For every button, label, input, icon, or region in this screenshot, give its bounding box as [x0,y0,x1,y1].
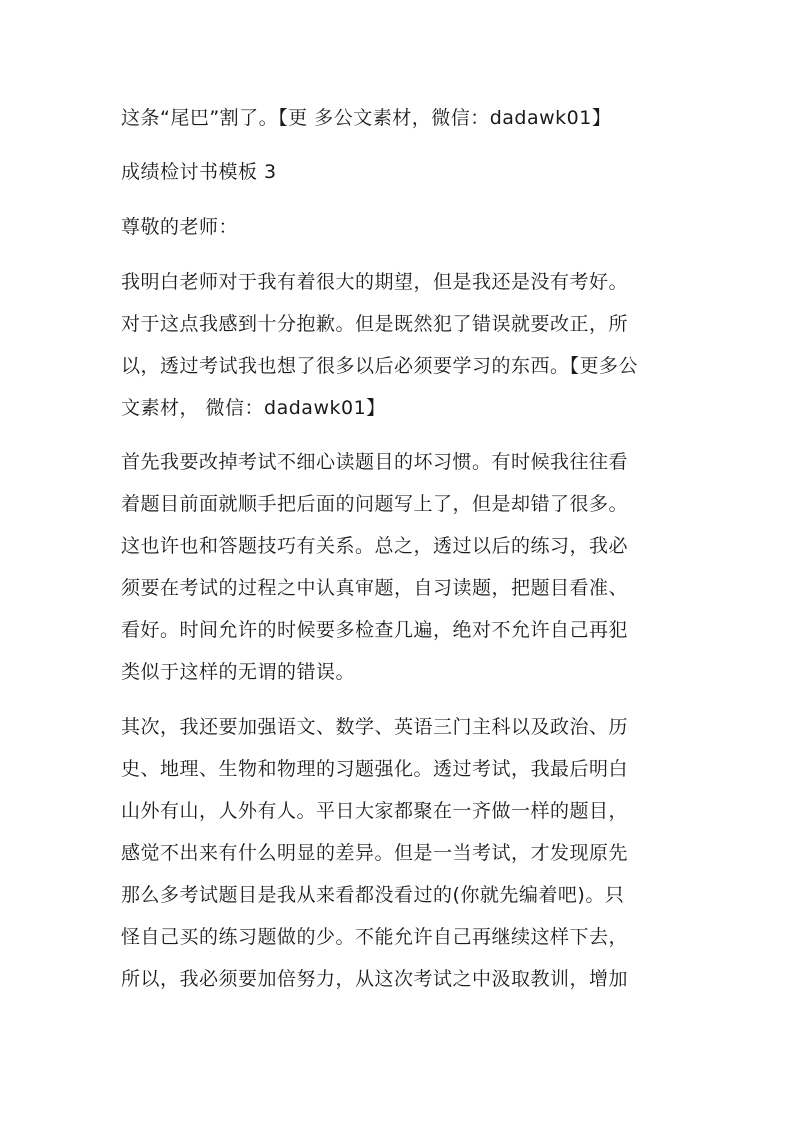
text-line: 以，透过考试我也想了很多以后必须要学习的东西。【更多公 [121,355,639,377]
text-line: 文素材， 微信：dadawk01】 [121,397,386,419]
text-line: 山外有山，人外有人。平日大家都聚在一齐做一样的题目， [121,800,629,822]
text-line: 看好。时间允许的时候要多检查几遍，绝对不允许自己再犯 [121,619,629,641]
text-line: 这也许也和答题技巧有关系。总之，透过以后的练习，我必 [121,535,629,557]
text-line: 史、地理、生物和物理的习题强化。透过考试，我最后明白 [121,758,629,780]
text-line: 首先我要改掉考试不细心读题目的坏习惯。有时候我往往看 [121,451,629,473]
text-line: 着题目前面就顺手把后面的问题写上了，但是却错了很多。 [121,493,629,515]
text-line: 我明白老师对于我有着很大的期望，但是我还是没有考好。 [121,271,629,293]
section-heading: 成绩检讨书模板 3 [121,161,277,183]
text-line: 这条“尾巴”割了。【更 多公文素材，微信：dadawk01】 [121,107,612,129]
text-line: 怪自己买的练习题做的少。不能允许自己再继续这样下去， [121,926,629,948]
text-line: 所以，我必须要加倍努力，从这次考试之中汲取教训，增加 [121,968,629,990]
text-line: 须要在考试的过程之中认真审题，自习读题，把题目看准、 [121,577,629,599]
text-line: 类似于这样的无谓的错误。 [121,661,356,683]
text-line: 其次，我还要加强语文、数学、英语三门主科以及政治、历 [121,716,629,738]
text-line: 对于这点我感到十分抱歉。但是既然犯了错误就要改正，所 [121,313,629,335]
text-line: 那么多考试题目是我从来看都没看过的(你就先编着吧)。只 [121,884,625,906]
salutation: 尊敬的老师： [121,216,239,238]
text-line: 感觉不出来有什么明显的差异。但是一当考试，才发现原先 [121,842,629,864]
